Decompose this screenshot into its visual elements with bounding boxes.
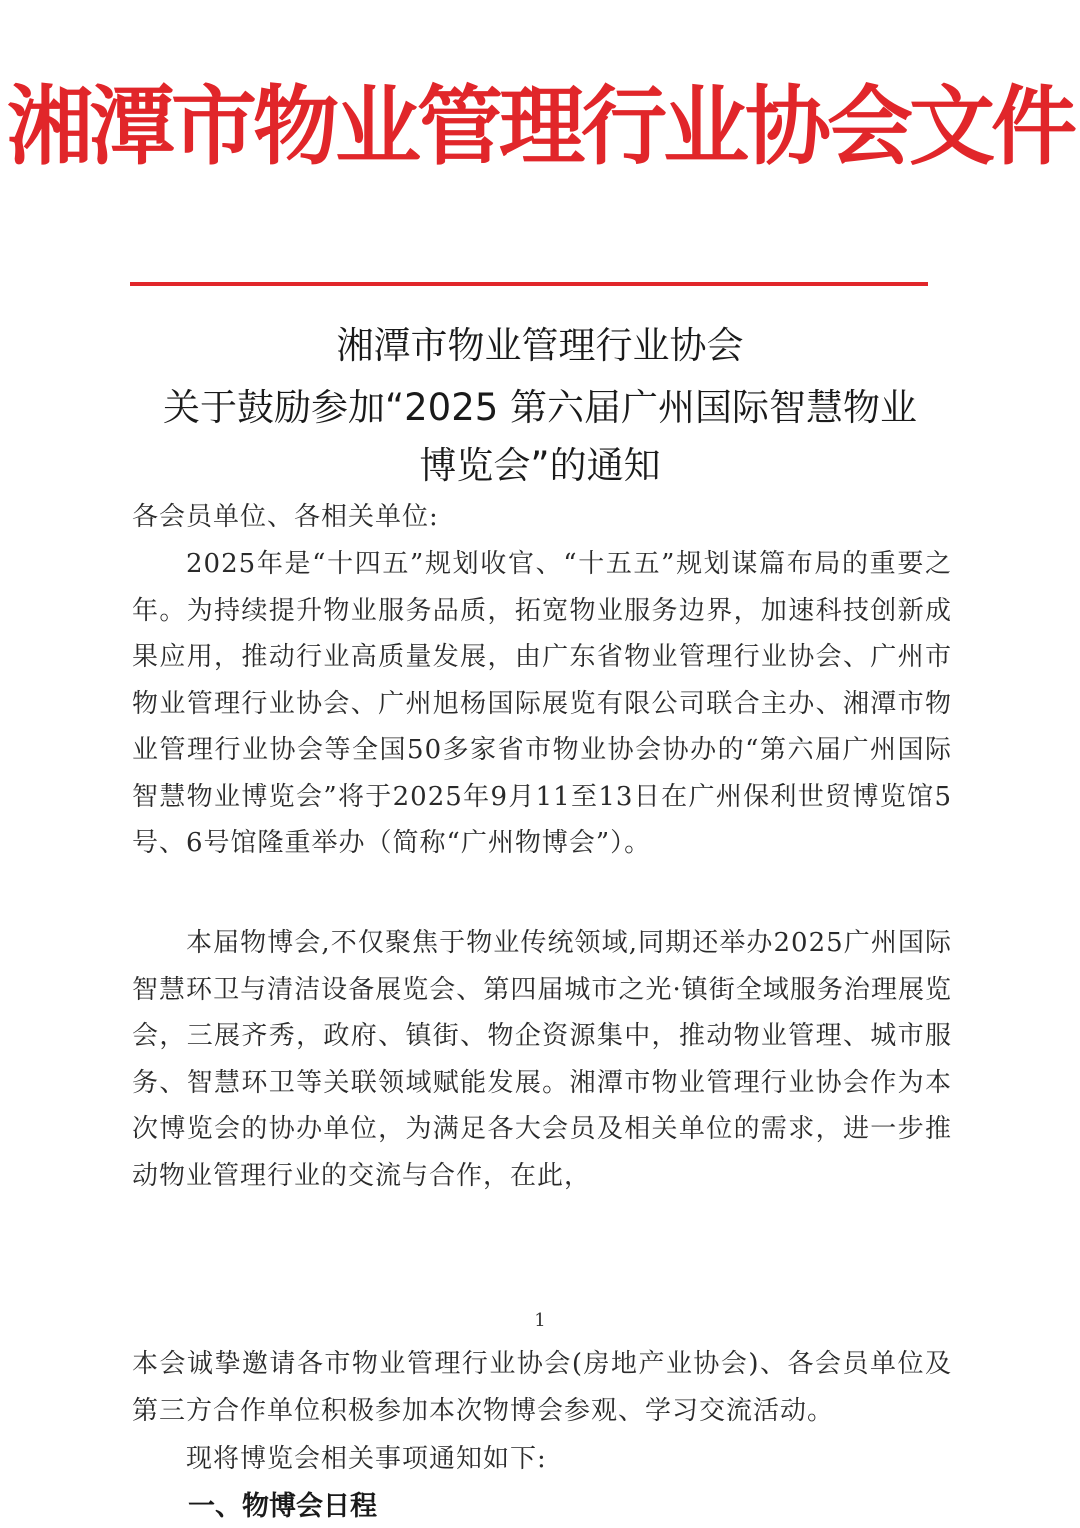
- body-paragraph-2: 本届物博会,不仅聚焦于物业传统领域,同期还举办2025广州国际智慧环卫与清洁设备展览会、第四届城市之光·镇街全域服务治理展览会，三展齐秀，政府、镇街、物企资源集中，推动物业管理、城市服务、智慧环卫等关联领域赋能发展。湘潭市物业管理行业协会作为本次博览会的协办单位，为满足各大会员及相关单位的需求，进一步推动物业管理行业的交流与合作，在此，: [132, 928, 952, 1191]
- salutation: 各会员单位、各相关单位:: [132, 502, 439, 532]
- notice-title-line-2: 关于鼓励参加“2025 第六届广州国际智慧物业: [162, 386, 918, 429]
- notice-title-line-1: 湘潭市物业管理行业协会: [336, 324, 744, 367]
- page-number: 1: [534, 1310, 546, 1331]
- section-heading-schedule: 一、物博会日程: [188, 1491, 377, 1522]
- body-paragraph-1: 2025年是“十四五”规划收官、“十五五”规划谋篇布局的重要之年。为持续提升物业服务品质，拓宽物业服务边界，加速科技创新成果应用，推动行业高质量发展，由广东省物业管理行业协会、广州市物业管理行业协会、广州旭杨国际展览有限公司联合主办、湘潭市物业管理行业协会等全国50多家省市物业协会协办的“第六届广州国际智慧物业博览会”将于2025年9月11至13日在广州保利世贸博览馆5号、6号馆隆重举办（简称“广州物博会”）。: [132, 549, 952, 858]
- document-header-title: 湘潭市物业管理行业协会文件: [7, 77, 1073, 177]
- body-paragraph-3: 本会诚挚邀请各市物业管理行业协会(房地产业协会)、各会员单位及第三方合作单位积极参加本次物博会参观、学习交流活动。: [132, 1349, 952, 1426]
- red-header-rule: [130, 282, 928, 286]
- body-paragraph-4: 现将博览会相关事项通知如下:: [186, 1444, 547, 1474]
- notice-title-line-3: 博览会”的通知: [419, 444, 661, 487]
